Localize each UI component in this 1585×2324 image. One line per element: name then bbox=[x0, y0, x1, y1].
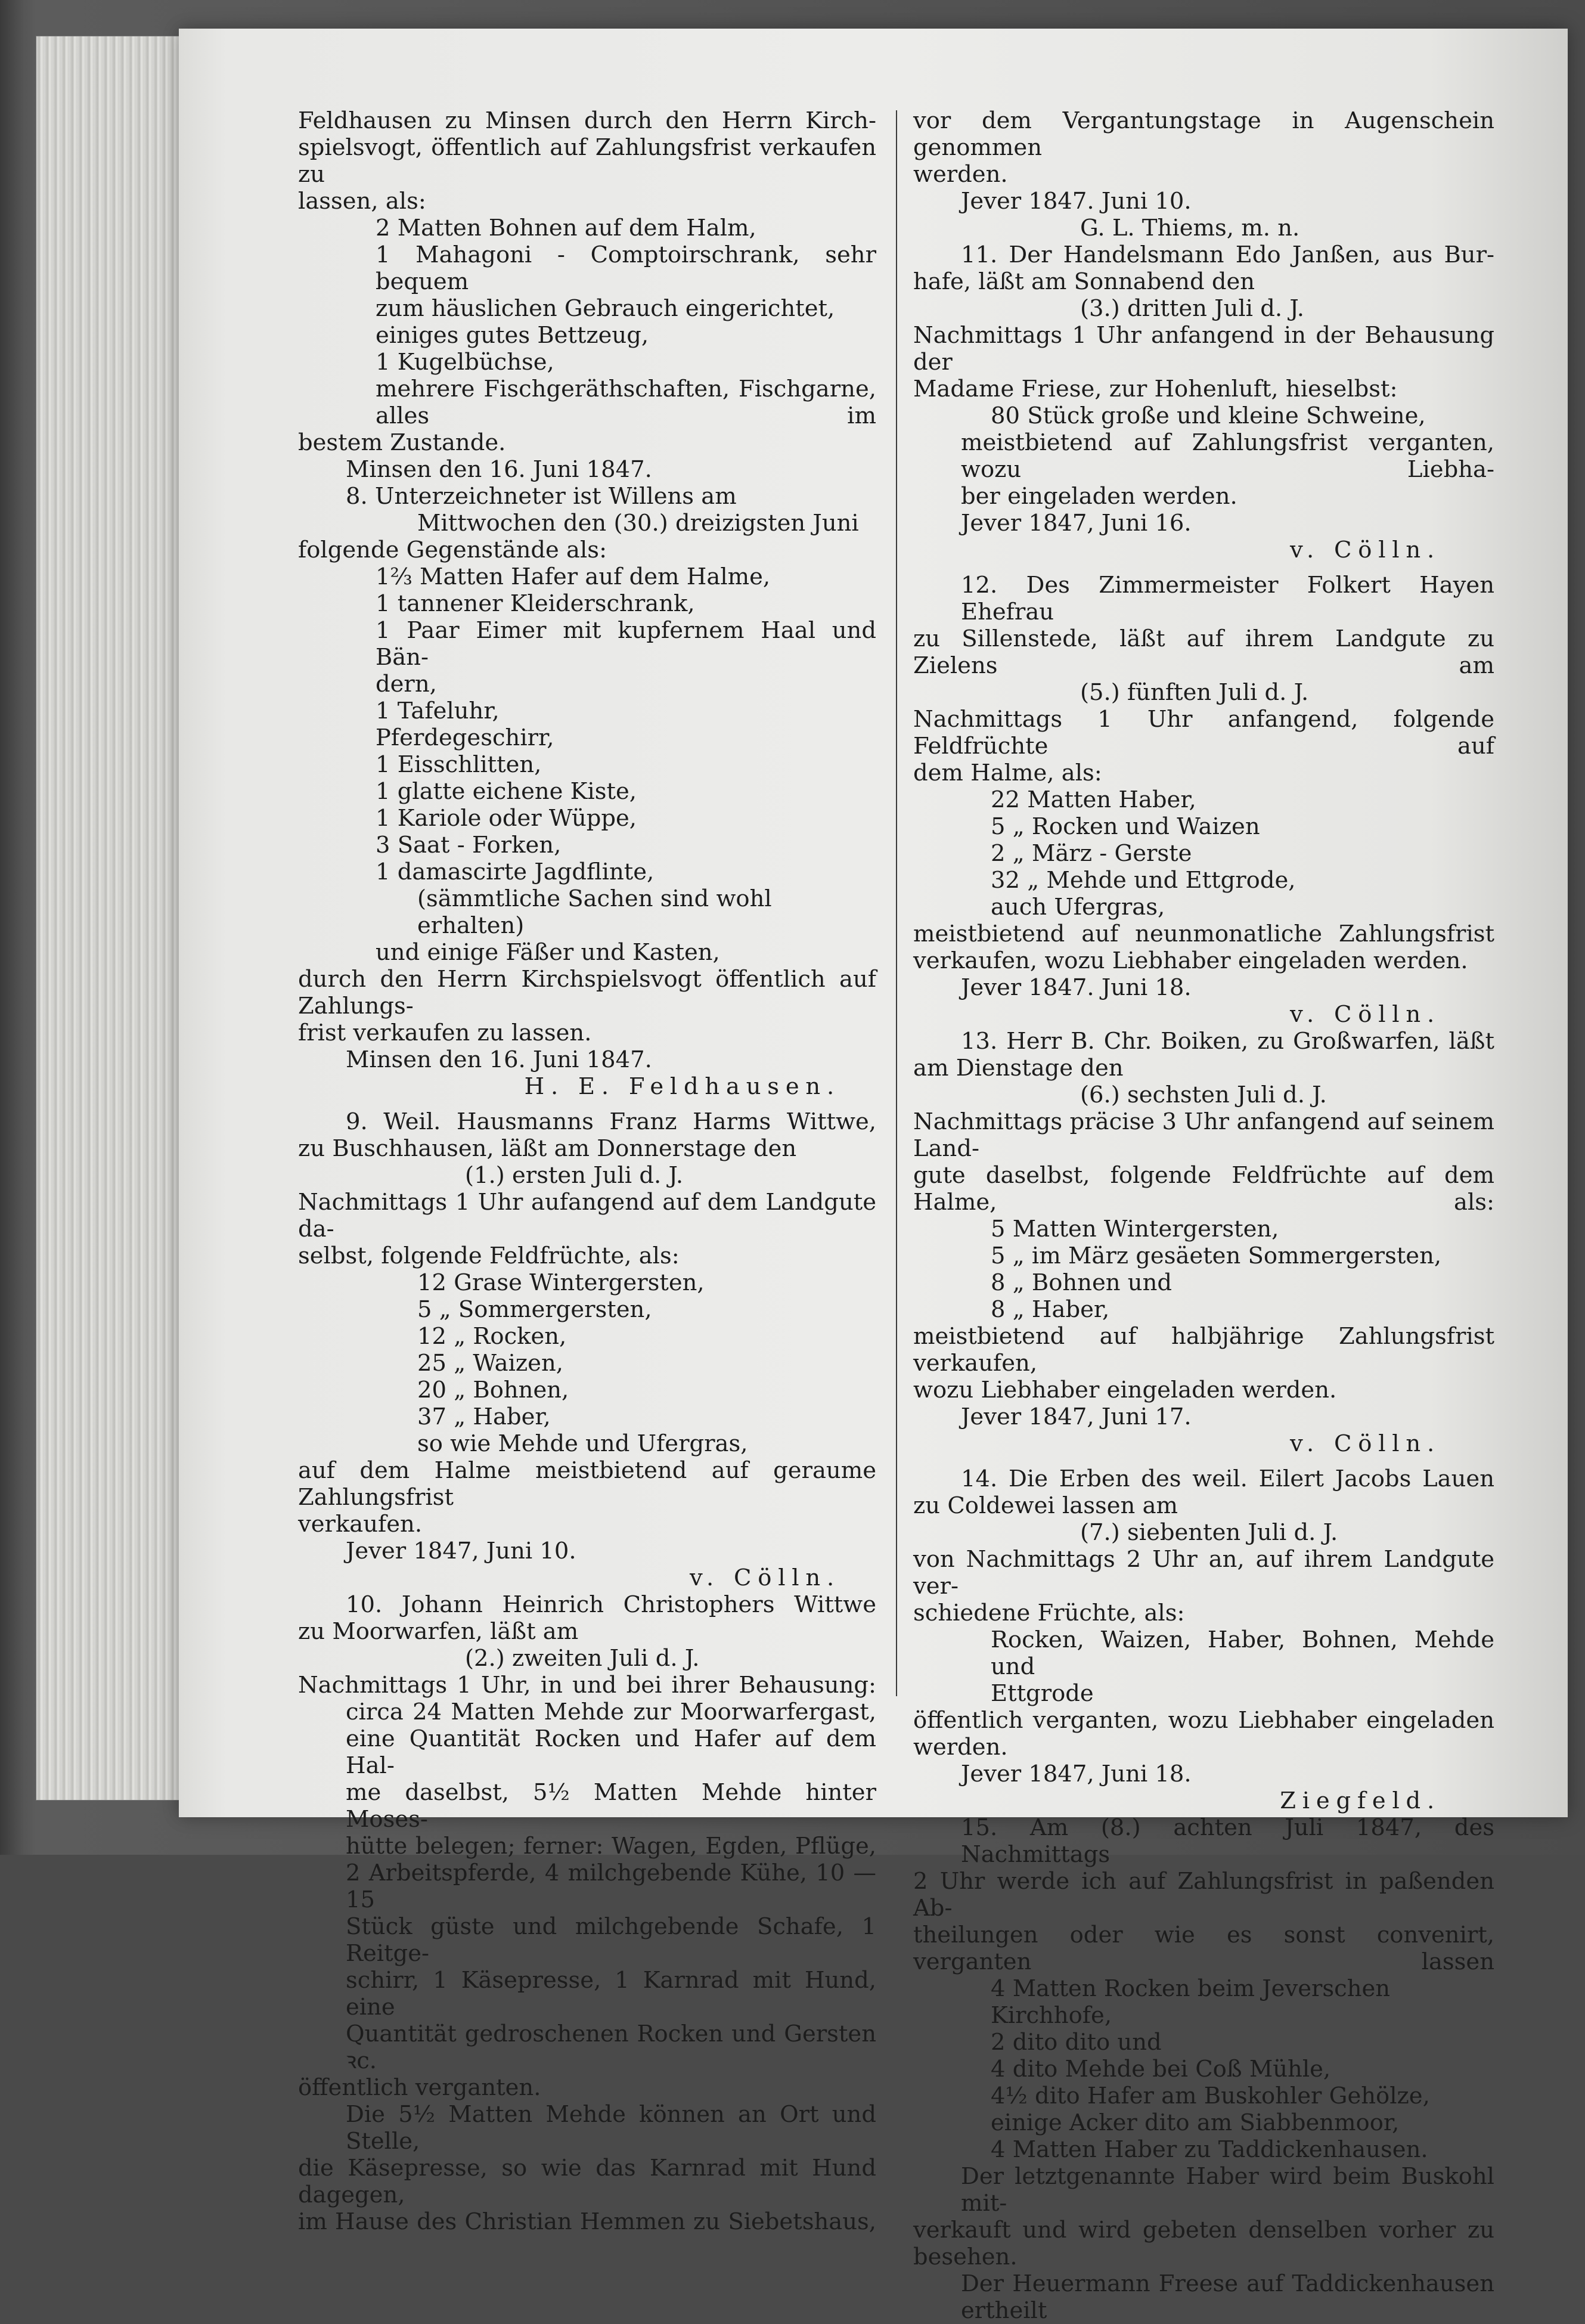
text-line: Der Heuermann Freese auf Taddickenhausen ertheilt bbox=[961, 2270, 1494, 2324]
text-line: Nachmittags 1 Uhr anfangend, folgende Feldfrüchte auf bbox=[913, 706, 1494, 760]
text-line: 12 „ Rocken, bbox=[417, 1323, 567, 1350]
text-line: me daselbst, 5½ Matten Mehde hinter Moses- bbox=[346, 1779, 876, 1833]
text-line: Ziegfeld. bbox=[1280, 1787, 1441, 1814]
text-line: 10. Johann Heinrich Christophers Wittwe bbox=[346, 1591, 876, 1618]
text-line: spielsvogt, öffentlich auf Zahlungsfrist verkaufen zu bbox=[298, 134, 876, 188]
right-column bbox=[913, 107, 1494, 2324]
text-line: (3.) dritten Juli d. J. bbox=[1080, 295, 1305, 322]
text-line: Ettgrode bbox=[991, 1680, 1094, 1707]
text-line: frist verkaufen zu lassen. bbox=[298, 1020, 592, 1046]
text-line: G. L. Thiems, m. n. bbox=[1080, 215, 1300, 241]
text-line: auch Ufergras, bbox=[991, 894, 1165, 921]
text-line: (5.) fünften Juli d. J. bbox=[1080, 679, 1309, 706]
left-column bbox=[298, 107, 876, 2235]
text-line: 2 Matten Bohnen auf dem Halm, bbox=[376, 215, 756, 241]
text-line: 13. Herr B. Chr. Boiken, zu Großwarfen, läßt bbox=[961, 1028, 1494, 1055]
text-line: 1 Tafeluhr, bbox=[376, 698, 500, 724]
text-line: ber eingeladen werden. bbox=[961, 483, 1237, 510]
text-line: 1 damascirte Jagdflinte, bbox=[376, 859, 655, 885]
text-line: verkauft und wird gebeten denselben vorher zu besehen. bbox=[913, 2217, 1494, 2270]
text-line: 20 „ Bohnen, bbox=[417, 1377, 569, 1403]
text-line: circa 24 Matten Mehde zur Moorwarfergast, bbox=[346, 1699, 876, 1725]
text-line: vor dem Vergantungstage in Augenschein genommen bbox=[913, 107, 1494, 161]
text-line: 12 Grase Wintergersten, bbox=[417, 1269, 705, 1296]
column-divider bbox=[896, 110, 897, 1696]
text-line: Nachmittags 1 Uhr anfangend in der Behausung der bbox=[913, 322, 1494, 376]
text-line: meistbietend auf neunmonatliche Zahlungsfrist bbox=[913, 921, 1494, 947]
text-line: die Käsepresse, so wie das Karnrad mit Hund dagegen, bbox=[298, 2155, 876, 2208]
text-line: meistbietend auf halbjährige Zahlungsfrist verkaufen, bbox=[913, 1323, 1494, 1377]
text-line: (7.) siebenten Juli d. J. bbox=[1080, 1519, 1338, 1546]
text-line: 1⅔ Matten Hafer auf dem Halme, bbox=[376, 563, 771, 590]
text-line: Jever 1847. Juni 18. bbox=[961, 974, 1192, 1001]
text-line: so wie Mehde und Ufergras, bbox=[417, 1430, 748, 1457]
text-line: Stück güste und milchgebende Schafe, 1 Reitge- bbox=[346, 1913, 876, 1967]
text-line: 5 Matten Wintergersten, bbox=[991, 1216, 1279, 1242]
text-line: selbst, folgende Feldfrüchte, als: bbox=[298, 1242, 680, 1269]
text-line bbox=[913, 1457, 1494, 1465]
text-line: Minsen den 16. Juni 1847. bbox=[346, 456, 652, 483]
text-line: 11. Der Handelsmann Edo Janßen, aus Bur- bbox=[961, 241, 1494, 268]
text-line: 5 „ Sommergersten, bbox=[417, 1296, 652, 1323]
text-line: dern, bbox=[376, 671, 437, 698]
text-line: H. E. Feldhausen. bbox=[524, 1073, 840, 1100]
text-line: mehrere Fischgeräthschaften, Fischgarne, alles im bbox=[376, 376, 876, 429]
text-line: (sämmtliche Sachen sind wohl erhalten) bbox=[417, 885, 772, 939]
text-line: Jever 1847, Juni 17. bbox=[961, 1403, 1192, 1430]
text-line: am Dienstage den bbox=[913, 1055, 1124, 1082]
text-line: zu Coldewei lassen am bbox=[913, 1492, 1178, 1519]
text-line: v. Cölln. bbox=[1290, 537, 1441, 563]
text-line: werden. bbox=[913, 161, 1008, 188]
text-line: schirr, 1 Käsepresse, 1 Karnrad mit Hund, eine bbox=[346, 1967, 876, 2021]
text-line: (6.) sechsten Juli d. J. bbox=[1080, 1082, 1327, 1108]
text-line: v. Cölln. bbox=[690, 1564, 840, 1591]
text-line: im Hause des Christian Hemmen zu Siebetshaus, bbox=[298, 2208, 876, 2235]
text-line: wozu Liebhaber eingeladen werden. bbox=[913, 1377, 1337, 1403]
text-line: dem Halme, als: bbox=[913, 760, 1102, 786]
text-line: Jever 1847, Juni 18. bbox=[961, 1761, 1192, 1787]
text-line: Nachmittags präcise 3 Uhr anfangend auf seinem Land- bbox=[913, 1108, 1494, 1162]
text-line: verkaufen, wozu Liebhaber eingeladen werden. bbox=[913, 947, 1468, 974]
text-line: v. Cölln. bbox=[1290, 1001, 1441, 1028]
text-line: verkaufen. bbox=[298, 1511, 423, 1538]
text-line: 25 „ Waizen, bbox=[417, 1350, 564, 1377]
text-line: 1 Kariole oder Wüppe, bbox=[376, 805, 637, 832]
text-line: lassen, als: bbox=[298, 188, 426, 215]
text-line: gute daselbst, folgende Feldfrüchte auf dem Halme, als: bbox=[913, 1162, 1494, 1216]
text-line: 22 Matten Haber, bbox=[991, 786, 1196, 813]
text-line: folgende Gegenstände als: bbox=[298, 537, 607, 563]
text-line: 8. Unterzeichneter ist Willens am bbox=[346, 483, 737, 510]
text-line: 5 „ im März gesäeten Sommergersten, bbox=[991, 1242, 1442, 1269]
text-line: auf dem Halme meistbietend auf geraume Zahlungsfrist bbox=[298, 1457, 876, 1511]
text-line: zu Buschhausen, läßt am Donnerstage den bbox=[298, 1135, 797, 1162]
text-line: zu Moorwarfen, läßt am bbox=[298, 1618, 579, 1645]
text-line: 2 Arbeitspferde, 4 milchgebende Kühe, 10 — 15 bbox=[346, 1860, 876, 1913]
text-line: Jever 1847, Juni 16. bbox=[961, 510, 1192, 537]
text-line: 80 Stück große und kleine Schweine, bbox=[991, 402, 1426, 429]
text-line: 1 Paar Eimer mit kupfernem Haal und Bän- bbox=[376, 617, 876, 671]
text-line: Rocken, Waizen, Haber, Bohnen, Mehde und bbox=[991, 1626, 1494, 1680]
text-line: Quantität gedroschenen Rocken und Gersten ꝛc. bbox=[346, 2021, 876, 2074]
text-line: zum häuslichen Gebrauch eingerichtet, bbox=[376, 295, 835, 322]
text-line: meistbietend auf Zahlungsfrist verganten, wozu Liebha- bbox=[961, 429, 1494, 483]
text-line: Minsen den 16. Juni 1847. bbox=[346, 1046, 652, 1073]
text-line: einige Acker dito am Siabbenmoor, bbox=[991, 2109, 1400, 2136]
text-line: 32 „ Mehde und Ettgrode, bbox=[991, 867, 1296, 894]
text-line: 12. Des Zimmermeister Folkert Hayen Ehefrau bbox=[961, 572, 1494, 625]
text-line: 1 tannener Kleiderschrank, bbox=[376, 590, 695, 617]
text-line: schiedene Früchte, als: bbox=[913, 1600, 1185, 1626]
text-line: von Nachmittags 2 Uhr an, auf ihrem Landgute ver- bbox=[913, 1546, 1494, 1600]
text-line: 2 „ März - Gerste bbox=[991, 840, 1192, 867]
text-line: 8 „ Haber, bbox=[991, 1296, 1110, 1323]
text-line: 1 Kugelbüchse, bbox=[376, 349, 554, 376]
text-line: (1.) ersten Juli d. J. bbox=[465, 1162, 684, 1189]
text-line: durch den Herrn Kirchspielsvogt öffentlich auf Zahlungs- bbox=[298, 966, 876, 1020]
text-line: öffentlich verganten, wozu Liebhaber eingeladen werden. bbox=[913, 1707, 1494, 1761]
text-line: einiges gutes Bettzeug, bbox=[376, 322, 649, 349]
text-line: 14. Die Erben des weil. Eilert Jacobs Lauen bbox=[961, 1465, 1494, 1492]
text-line: (2.) zweiten Juli d. J. bbox=[465, 1645, 700, 1672]
book-page-edges bbox=[36, 36, 191, 1801]
text-line: Madame Friese, zur Hohenluft, hieselbst: bbox=[913, 376, 1398, 402]
text-line: 4½ dito Hafer am Buskohler Gehölze, bbox=[991, 2083, 1430, 2109]
text-line: Die 5½ Matten Mehde können an Ort und Stelle, bbox=[346, 2101, 876, 2155]
text-line: öffentlich verganten. bbox=[298, 2074, 541, 2101]
text-line: hafe, läßt am Sonnabend den bbox=[913, 268, 1255, 295]
text-line: 1 Eisschlitten, bbox=[376, 751, 542, 778]
text-line: v. Cölln. bbox=[1290, 1430, 1441, 1457]
text-line: 15. Am (8.) achten Juli 1847, des Nachmittags bbox=[961, 1814, 1494, 1868]
text-line: 3 Saat - Forken, bbox=[376, 832, 562, 859]
text-line: 8 „ Bohnen und bbox=[991, 1269, 1173, 1296]
text-line: bestem Zustande. bbox=[298, 429, 506, 456]
text-line: zu Sillenstede, läßt auf ihrem Landgute zu Zielens am bbox=[913, 625, 1494, 679]
text-line: 1 Mahagoni - Comptoirschrank, sehr bequem bbox=[376, 241, 876, 295]
text-line: 5 „ Rocken und Waizen bbox=[991, 813, 1260, 840]
text-line bbox=[298, 1100, 876, 1108]
text-line: 1 glatte eichene Kiste, bbox=[376, 778, 637, 805]
text-line: 2 Uhr werde ich auf Zahlungsfrist in paßenden Ab- bbox=[913, 1868, 1494, 1922]
text-line: und einige Fäßer und Kasten, bbox=[376, 939, 720, 966]
text-line: Der letztgenannte Haber wird beim Buskohl mit- bbox=[961, 2163, 1494, 2217]
text-line: 37 „ Haber, bbox=[417, 1403, 551, 1430]
text-line: 4 Matten Haber zu Taddickenhausen. bbox=[991, 2136, 1428, 2163]
text-line: Mittwochen den (30.) dreizigsten Juni bbox=[417, 510, 859, 537]
text-line: eine Quantität Rocken und Hafer auf dem Hal- bbox=[346, 1725, 876, 1779]
text-line: theilungen oder wie es sonst convenirt, verganten lassen bbox=[913, 1922, 1494, 1975]
text-line: 2 dito dito und bbox=[991, 2029, 1162, 2056]
text-line: 4 Matten Rocken beim Jeverschen Kirchhofe, bbox=[991, 1975, 1391, 2029]
text-line bbox=[913, 563, 1494, 572]
text-line: Pferdegeschirr, bbox=[376, 724, 554, 751]
text-line: Nachmittags 1 Uhr, in und bei ihrer Behausung: bbox=[298, 1672, 876, 1699]
text-line: Jever 1847. Juni 10. bbox=[961, 188, 1192, 215]
text-line: 4 dito Mehde bei Coß Mühle, bbox=[991, 2056, 1331, 2083]
text-line: 9. Weil. Hausmanns Franz Harms Wittwe, bbox=[346, 1108, 876, 1135]
text-line: hütte belegen; ferner: Wagen, Egden, Pflüge, bbox=[346, 1833, 876, 1860]
text-line: Nachmittags 1 Uhr aufangend auf dem Landgute da- bbox=[298, 1189, 876, 1242]
text-line: Jever 1847, Juni 10. bbox=[346, 1538, 576, 1564]
text-line: Feldhausen zu Minsen durch den Herrn Kirch- bbox=[298, 107, 876, 134]
